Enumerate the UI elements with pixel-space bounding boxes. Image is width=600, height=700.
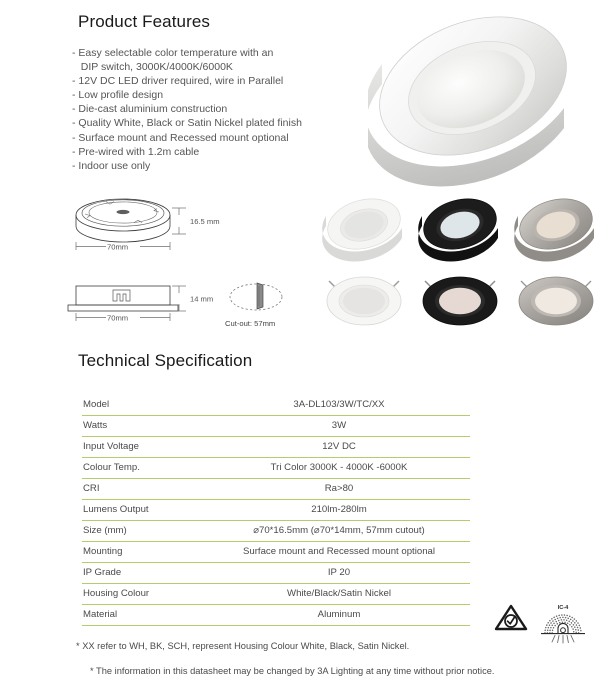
variant-surface-satin-nickel — [510, 192, 600, 264]
feature-item: - Die-cast aluminium construction — [72, 103, 228, 116]
feature-item: - Low profile design — [72, 89, 164, 102]
feature-item: DIP switch, 3000K/4000K/6000K — [72, 61, 233, 74]
spec-value: Aluminum — [208, 604, 470, 625]
spec-label: IP Grade — [82, 562, 208, 583]
spec-value: IP 20 — [208, 562, 470, 583]
table-row — [82, 415, 470, 436]
recessed-mount-variants — [318, 267, 600, 339]
certification-marks-svg — [492, 602, 596, 650]
dimension-drawings-svg — [60, 193, 320, 338]
spec-value: Tri Color 3000K - 4000K -6000K — [208, 457, 470, 478]
spec-label: Mounting — [82, 541, 208, 562]
technical-specification-heading: Technical Specification — [78, 351, 253, 370]
spec-label: Housing Colour — [82, 583, 208, 604]
product-features-list — [72, 46, 362, 173]
surface-height-dimension — [172, 208, 186, 234]
recessed-black-illustration — [414, 267, 506, 339]
table-row — [82, 457, 470, 478]
feature-item: - 12V DC LED driver required, wire in Parallel — [72, 75, 284, 88]
surface-mount-isometric-shape — [76, 199, 170, 242]
technical-drawings — [60, 193, 320, 338]
spec-value: 3A-DL103/3W/TC/XX — [208, 394, 470, 415]
certification-logos — [492, 602, 596, 650]
table-row — [82, 394, 470, 415]
table-row — [82, 604, 470, 625]
surface-mount-variants — [318, 192, 600, 264]
table-row — [82, 562, 470, 583]
spec-label: Model — [82, 394, 208, 415]
variant-recessed-black — [414, 267, 506, 339]
table-row — [82, 499, 470, 520]
hero-downlight-illustration — [368, 8, 594, 188]
feature-item: - Pre-wired with 1.2m cable — [72, 145, 200, 158]
spec-value: 12V DC — [208, 436, 470, 457]
variant-surface-white — [318, 192, 410, 264]
feature-item: - Easy selectable color temperature with an — [72, 47, 274, 59]
surface-white-illustration — [318, 192, 410, 264]
surface-width-label: 70mm — [107, 242, 129, 252]
table-row — [82, 583, 470, 604]
spec-label: Colour Temp. — [82, 457, 208, 478]
table-row — [82, 478, 470, 499]
feature-item: - Quality White, Black or Satin Nickel plated finish — [72, 117, 302, 130]
feature-item: - Indoor use only — [72, 159, 151, 172]
spec-label: Size (mm) — [82, 520, 208, 541]
hero-product-photo — [368, 8, 594, 188]
spec-value: White/Black/Satin Nickel — [208, 583, 470, 604]
surface-black-illustration — [414, 192, 506, 264]
recessed-height-dimension — [172, 286, 186, 311]
cutout-label: Cut-out: 57mm — [225, 319, 276, 328]
spec-label: Lumens Output — [82, 499, 208, 520]
table-row — [82, 520, 470, 541]
spec-value: Ra>80 — [208, 478, 470, 499]
footnote-housing-colour-codes: * XX refer to WH, BK, SCH, represent Housing Colour White, Black, Satin Nickel. — [76, 641, 410, 651]
feature-item: - Surface mount and Recessed mount optional — [72, 131, 289, 144]
variant-recessed-satin-nickel — [510, 267, 600, 339]
spec-value: 210lm-280lm — [208, 499, 470, 520]
ic-4-rating-mark-icon — [541, 605, 585, 643]
spec-label: Material — [82, 604, 208, 625]
spec-value: 3W — [208, 415, 470, 436]
rcm-compliance-mark-icon — [496, 606, 526, 629]
table-row — [82, 541, 470, 562]
spec-label: Watts — [82, 415, 208, 436]
product-features-heading: Product Features — [78, 12, 210, 31]
specification-table — [82, 394, 470, 626]
surface-satin-nickel-illustration — [510, 192, 600, 264]
footnote-disclaimer: * The information in this datasheet may be changed by 3A Lighting at any time without prior notice. — [90, 666, 495, 676]
recessed-satin-nickel-illustration — [510, 267, 600, 339]
spec-value: Surface mount and Recessed mount optional — [208, 541, 470, 562]
cutout-detail-shape — [230, 283, 282, 310]
recessed-height-label: 14 mm — [190, 294, 214, 304]
recessed-width-label: 70mm — [107, 313, 129, 323]
spec-value: ⌀70*16.5mm (⌀70*14mm, 57mm cutout) — [208, 520, 470, 541]
variant-surface-black — [414, 192, 506, 264]
recessed-cross-section-shape — [68, 286, 178, 311]
surface-height-label: 16.5 mm — [190, 217, 220, 226]
spec-label: Input Voltage — [82, 436, 208, 457]
spec-label: CRI — [82, 478, 208, 499]
recessed-white-illustration — [318, 267, 410, 339]
variant-recessed-white — [318, 267, 410, 339]
ic-4-label: IC-4 — [557, 605, 569, 611]
table-row — [82, 436, 470, 457]
